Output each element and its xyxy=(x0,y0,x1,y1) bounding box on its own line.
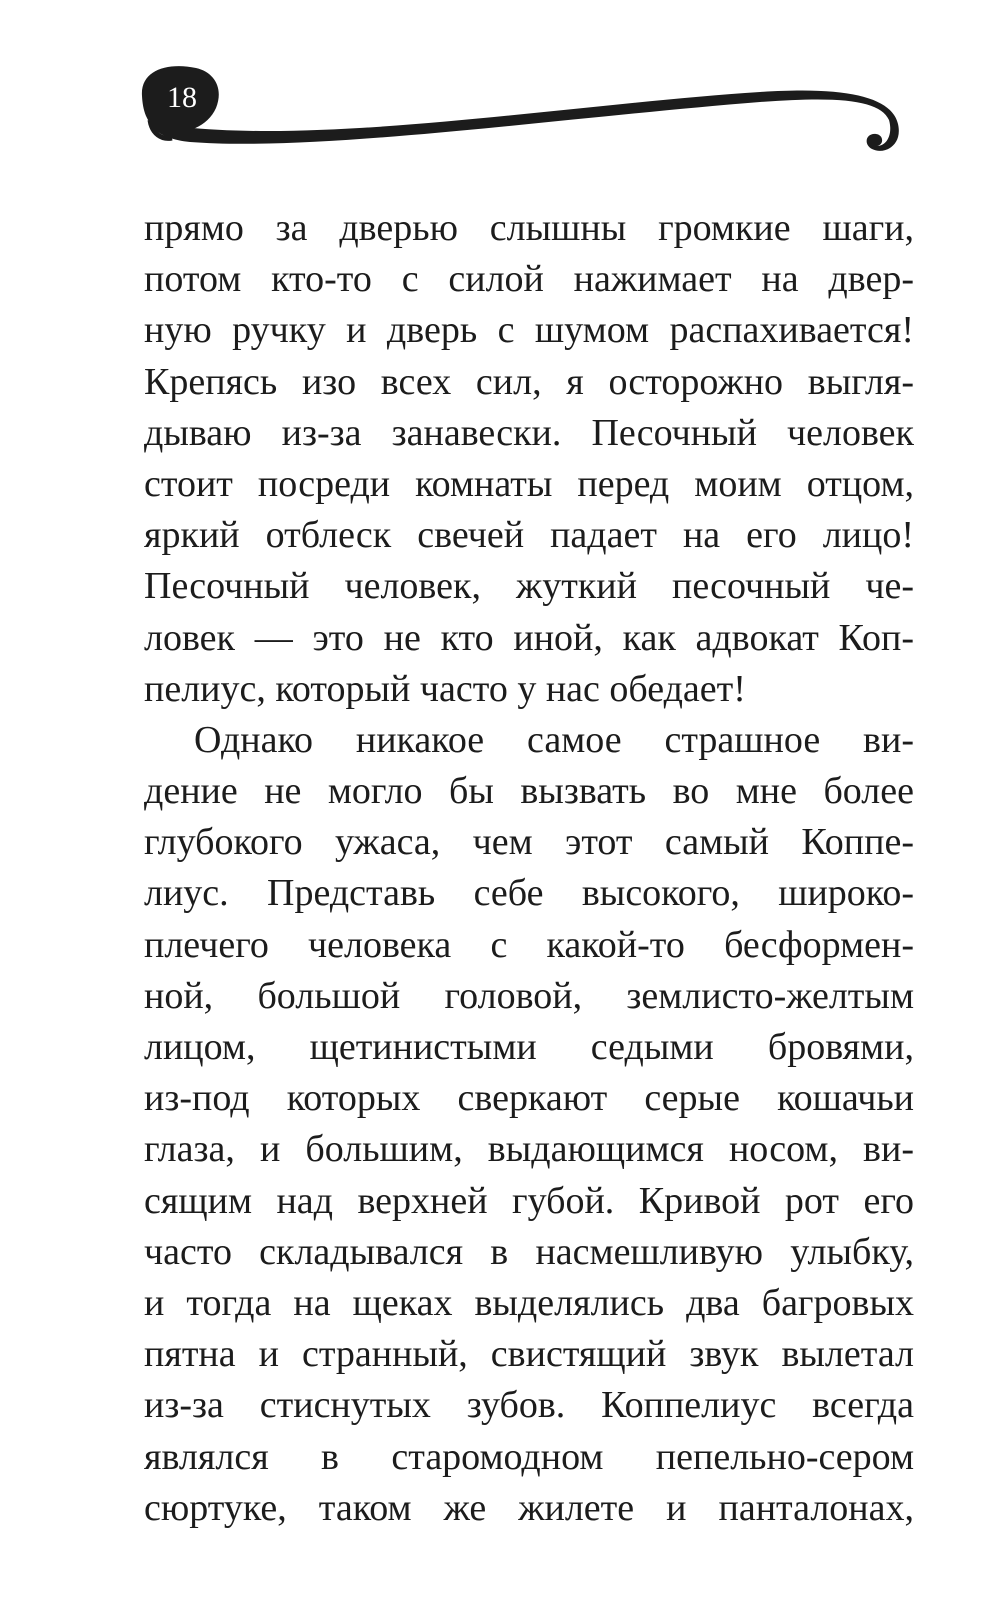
page-header xyxy=(0,0,1000,200)
text-line: глаза, и большим, выдающимся носом, ви- xyxy=(144,1128,914,1171)
text-line: сюртуке, таком же жилете и панталонах, xyxy=(144,1486,914,1529)
text-line: пелиус, который часто у нас обедает! xyxy=(144,667,746,710)
text-line: ную ручку и дверь с шумом распахивается! xyxy=(144,309,914,352)
text-line: прямо за дверью слышны громкие шаги, xyxy=(144,207,914,249)
text-line: яркий отблеск свечей падает на его лицо! xyxy=(144,514,914,557)
paragraph xyxy=(144,203,914,715)
text-line: являлся в старомодном пепельно-сером xyxy=(144,1435,914,1478)
body-text xyxy=(144,203,914,1534)
text-line: сящим над верхней губой. Кривой рот его xyxy=(144,1179,914,1222)
text-line: лиус. Представь себе высокого, широко- xyxy=(144,872,914,915)
text-line: Однако никакое самое страшное ви- xyxy=(194,718,914,761)
text-line: стоит посреди комнаты перед моим отцом, xyxy=(144,462,914,505)
paragraph xyxy=(144,715,914,1534)
text-line: ной, большой головой, землисто-желтым xyxy=(144,974,914,1017)
text-line: лицом, щетинистыми седыми бровями, xyxy=(144,1026,914,1068)
text-line: и тогда на щеках выделялись два багровых xyxy=(144,1281,914,1324)
text-line: Песочный человек, жуткий песочный че- xyxy=(144,565,914,608)
text-line: дываю из-за занавески. Песочный человек xyxy=(144,411,914,454)
text-line: Крепясь изо всех сил, я осторожно выгля- xyxy=(144,360,914,403)
text-line: пятна и странный, свистящий звук вылетал xyxy=(144,1333,914,1376)
text-line: часто складывался в насмешливую улыбку, xyxy=(144,1230,914,1273)
page-number: 18 xyxy=(167,81,197,114)
text-line: плечего человека с какой-то бесформен- xyxy=(144,923,914,966)
text-line: из-за стиснутых зубов. Коппелиус всегда xyxy=(144,1384,914,1427)
flourish-swoosh xyxy=(148,90,899,150)
text-line: глубокого ужаса, чем этот самый Коппе- xyxy=(144,821,914,864)
text-line: дение не могло бы вызвать во мне более xyxy=(144,770,914,813)
text-line: ловек — это не кто иной, как адвокат Коп- xyxy=(144,616,914,659)
text-line: потом кто-то с силой нажимает на двер- xyxy=(144,258,914,301)
text-line: из-под которых сверкают серые кошачьи xyxy=(144,1077,914,1120)
